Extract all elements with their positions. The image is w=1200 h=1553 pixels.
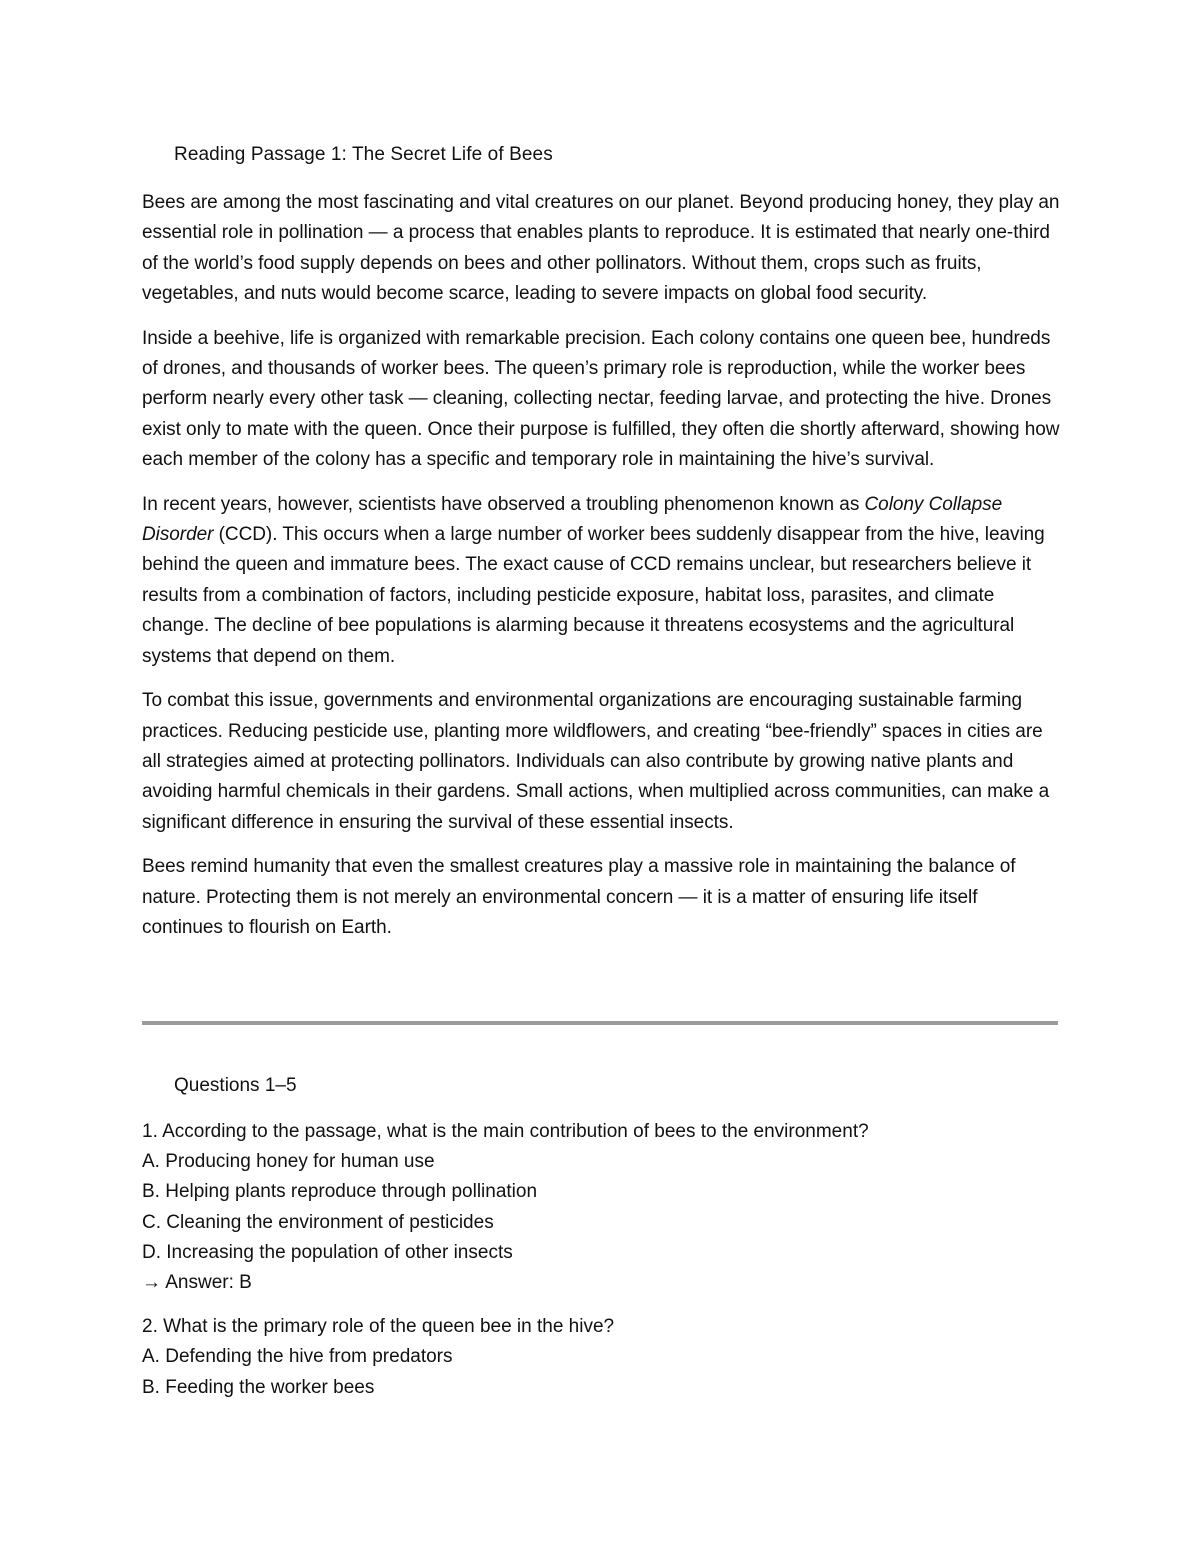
question-2-option-b: B. Feeding the worker bees: [142, 1376, 375, 1398]
question-1: [142, 1117, 1062, 1298]
passage-paragraph-5: Bees remind humanity that even the smallest creatures play a massive role in maintaining the balance of nature. Protecting them is not merely an environmental concern — it is a matter of ensuring life itself continues to flourish on Earth.: [142, 856, 1016, 938]
question-2-option-a: A. Defending the hive from predators: [142, 1346, 453, 1368]
question-1-prompt: 1. According to the passage, what is the main contribution of bees to the environment?: [142, 1121, 869, 1142]
question-2: [142, 1312, 1062, 1403]
passage-paragraph-3: [142, 490, 1062, 672]
colony-collapse-term: Colony Collapse Disorder: [142, 493, 1003, 546]
question-1-option-d: D. Increasing the population of other insects: [142, 1241, 513, 1263]
question-1-option-b: B. Helping plants reproduce through pollination: [142, 1181, 538, 1203]
passage-paragraph-2: Inside a beehive, life is organized with remarkable precision. Each colony contains one queen bee, hundreds of drones, and thousands of worker bees. The queen’s primary role is reproduction, while the worker bees perform nearly every other task — cleaning, collecting nectar, feeding larvae, and protecting the hive. Drones exist only to mate with the queen. Once their purpose is fulfilled, they often die shortly afterward, showing how each member of the colony has a specific and temporary role in maintaining the hive’s survival.: [142, 327, 1060, 471]
questions-heading: Questions 1–5: [174, 1075, 297, 1096]
passage-paragraph-4: To combat this issue, governments and environmental organizations are encouraging sustainable farming practices. Reducing pesticide use, planting more wildflowers, and creating “bee-friendly” spaces in cities are all strategies aimed at protecting pollinators. Individuals can also contribute by growing native plants and avoiding harmful chemicals in their gardens. Small actions, when multiplied across communities, can make a significant difference in ensuring the survival of these essential insects.: [142, 690, 1050, 833]
passage-paragraph-1: Bees are among the most fascinating and vital creatures on our planet. Beyond producing honey, they play an essential role in pollination — a process that enables plants to reproduce. It is estimated that nearly one-third of the world’s food supply depends on bees and other pollinators. Without them, crops such as fruits, vegetables, and nuts would become scarce, leading to severe impacts on global food security.: [142, 192, 1060, 305]
passage-title: Reading Passage 1: The Secret Life of Bees: [174, 144, 553, 165]
paragraph-3-text-end: (CCD). This occurs when a large number of worker bees suddenly disappear from the hive, leaving behind the queen and immature bees. The exact cause of CCD remains unclear, but researchers believe it results from a combination of factors, including pesticide exposure, habitat loss, parasites, and climate change. The decline of bee populations is alarming because it threatens ecosystems and the agricultural systems that depend on them.: [142, 524, 1045, 667]
reading-passage: [142, 140, 1062, 957]
question-1-option-a: A. Producing honey for human use: [142, 1151, 435, 1173]
paragraph-3-text-start: In recent years, however, scientists have observed a troubling phenomenon known as: [142, 493, 865, 515]
question-1-option-c: C. Cleaning the environment of pesticides: [142, 1211, 494, 1233]
question-1-answer: → Answer: B: [142, 1272, 252, 1294]
question-2-prompt: 2. What is the primary role of the queen bee in the hive?: [142, 1316, 615, 1338]
section-divider: [142, 1021, 1058, 1025]
questions-section: [142, 1071, 1062, 1417]
